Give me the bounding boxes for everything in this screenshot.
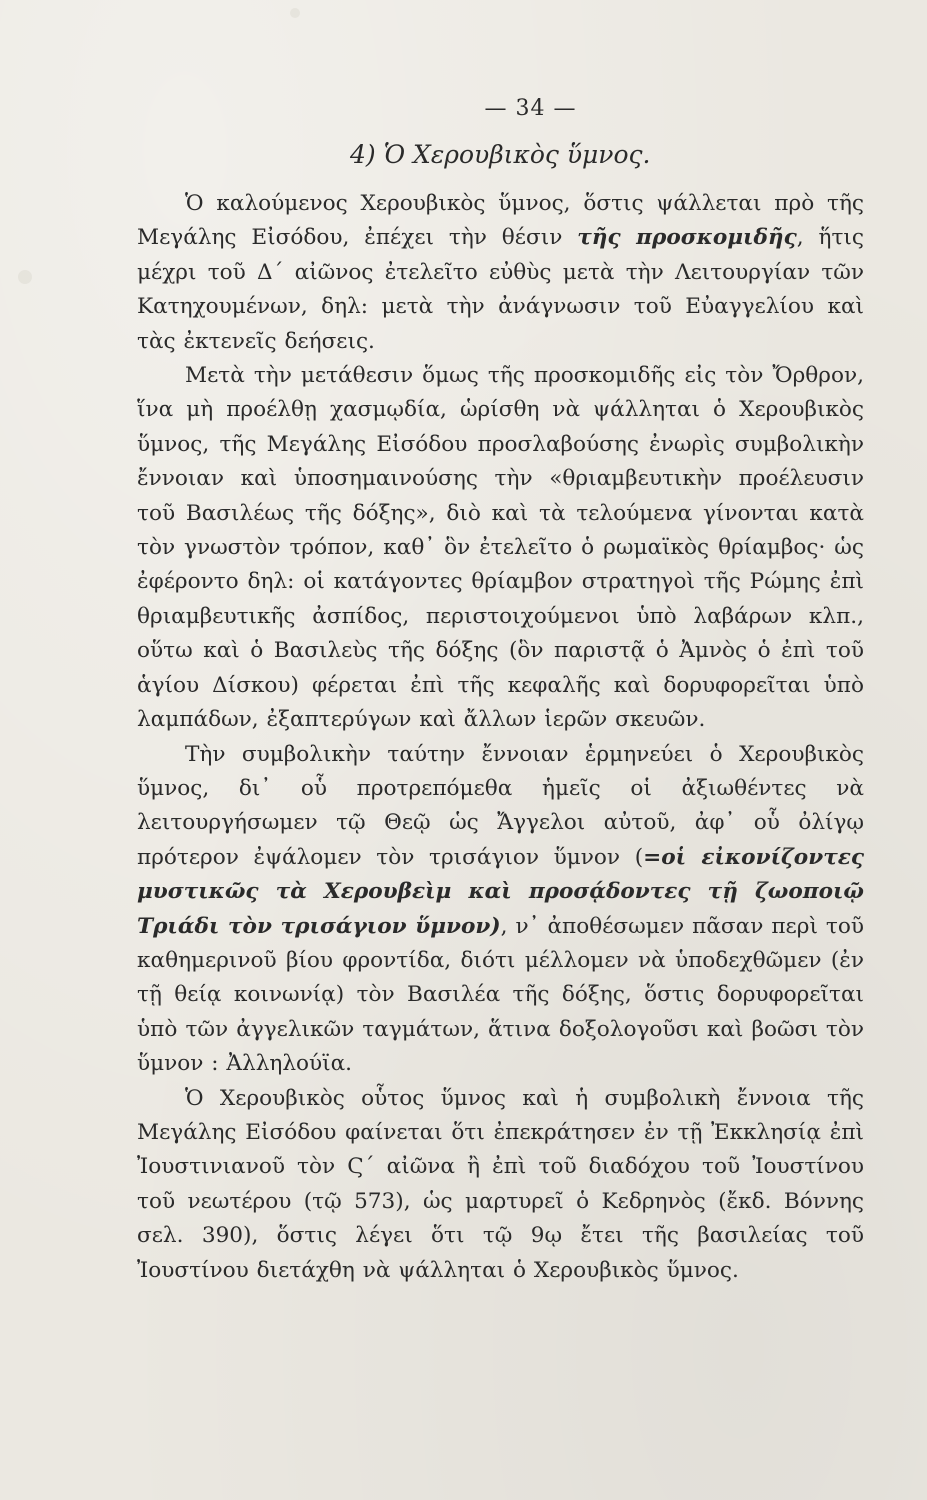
body-text — [137, 187, 864, 1288]
text-run: Μετὰ τὴν μετάθεσιν ὅμως τῆς προσκομιδῆς εἰς τὸν Ὄρθρον, ἵνα μὴ προέλθῃ χασμῳδία, ὡρίσθη νὰ ψάλληται ὁ Χερουβικὸς ὕμνος, τῆς Μεγάλης Εἰσόδου προσλαβούσης ἐνωρὶς συμβολικὴν ἔννοιαν καὶ ὑποσημαινούσης τὴν «θριαμβευτικὴν προέλευσιν τοῦ Βασιλέως τῆς δόξης», διὸ καὶ τὰ τελούμενα γίνονται κατὰ τὸν γνωστὸν τρόπον, καθ᾽ ὃν ἐτελεῖτο ὁ ρωμαϊκὸς θρίαμβος· ὡς ἐφέροντο δηλ: οἱ κατάγοντες θρίαμβον στρατηγοὶ τῆς Ρώμης ἐπὶ θριαμβευτικῆς ἀσπίδος, περιστοιχούμενοι ὑπὸ λαβάρων κλπ., οὕτω καὶ ὁ Βασιλεὺς τῆς δόξης (ὃν παριστᾷ ὁ Ἀμνὸς ὁ ἐπὶ τοῦ ἁγίου Δίσκου) φέρεται ἐπὶ τῆς κεφαλῆς καὶ δορυφορεῖται ὑπὸ λαμπάδων, ἐξαπτερύγων καὶ ἄλλων ἱερῶν σκευῶν. — [137, 363, 864, 733]
page-number: — 34 — — [484, 96, 577, 121]
section-heading: 4) Ὁ Χερουβικὸς ὕμνος. — [350, 140, 651, 169]
paragraph-3 — [137, 738, 864, 1082]
text-run: , ἥτις μέχρι τοῦ Δ΄ αἰῶνος ἐτελεῖτο εὐθὺς μετὰ τὴν Λειτουργίαν τῶν Κατηχουμένων, δηλ: μετὰ τὴν ἀνάγνωσιν τοῦ Εὐαγγελίου καὶ τὰς ἐκτενεῖς δεήσεις. — [137, 225, 864, 354]
paragraph-1 — [137, 187, 864, 359]
text-run: Ὁ καλούμενος Χερουβικὸς ὕμνος, ὅστις ψάλλεται πρὸ τῆς Μεγάλης Εἰσόδου, ἐπέχει τὴν θέσιν — [137, 191, 864, 251]
paper-stain — [290, 8, 300, 18]
text-run: Τὴν συμβολικὴν ταύτην ἔννοιαν ἑρμηνεύει ὁ Χερουβικὸς ὕμνος, δι᾽ οὗ προτρεπόμεθα ἡμεῖς οἱ ἀξιωθέντες νὰ λειτουργήσωμεν τῷ Θεῷ ὡς Ἄγγελοι αὐτοῦ, ἀφ᾽ οὗ ὀλίγῳ πρότερον ἐψάλομεν τὸν τρισάγιον ὕμνον ( — [137, 741, 864, 870]
emphasized-text: =οἱ εἰκονίζοντες μυστικῶς τὰ Χερουβεὶμ καὶ προσᾴδοντες τῇ ζωοποιῷ Τριάδι τὸν τρισάγιον ὕμνον) — [137, 844, 864, 939]
text-run: , ν᾽ ἀποθέσωμεν πᾶσαν περὶ τοῦ καθημερινοῦ βίου φροντίδα, διότι μέλλομεν νὰ ὑποδεχθῶμεν (ἐν τῇ θείᾳ κοινωνίᾳ) τὸν Βασιλέα τῆς δόξης, ὅστις δορυφορεῖται ὑπὸ τῶν ἀγγελικῶν ταγμάτων, ἅτινα δοξολογοῦσι καὶ βοῶσι τὸν ὕμνον : Ἀλληλούϊα. — [137, 913, 865, 1077]
paragraph-4 — [137, 1082, 864, 1288]
paper-stain — [18, 270, 32, 284]
paragraph-2 — [137, 359, 864, 737]
text-run: Ὁ Χερουβικὸς οὗτος ὕμνος καὶ ἡ συμβολικὴ ἔννοια τῆς Μεγάλης Εἰσόδου φαίνεται ὅτι ἐπεκράτησεν ἐν τῇ Ἐκκλησίᾳ ἐπὶ Ἰουστινιανοῦ τὸν Ϛ΄ αἰῶνα ἢ ἐπὶ τοῦ διαδόχου τοῦ Ἰουστίνου τοῦ νεωτέρου (τῷ 573), ὡς μαρτυρεῖ ὁ Κεδρηνὸς (ἔκδ. Βόννης σελ. 390), ὅστις λέγει ὅτι τῷ 9ῳ ἔτει τῆς βασιλείας τοῦ Ἰουστίνου διετάχθη νὰ ψάλληται ὁ Χερουβικὸς ὕμνος. — [137, 1085, 864, 1283]
emphasized-text: τῆς προσκομιδῆς — [577, 225, 797, 251]
